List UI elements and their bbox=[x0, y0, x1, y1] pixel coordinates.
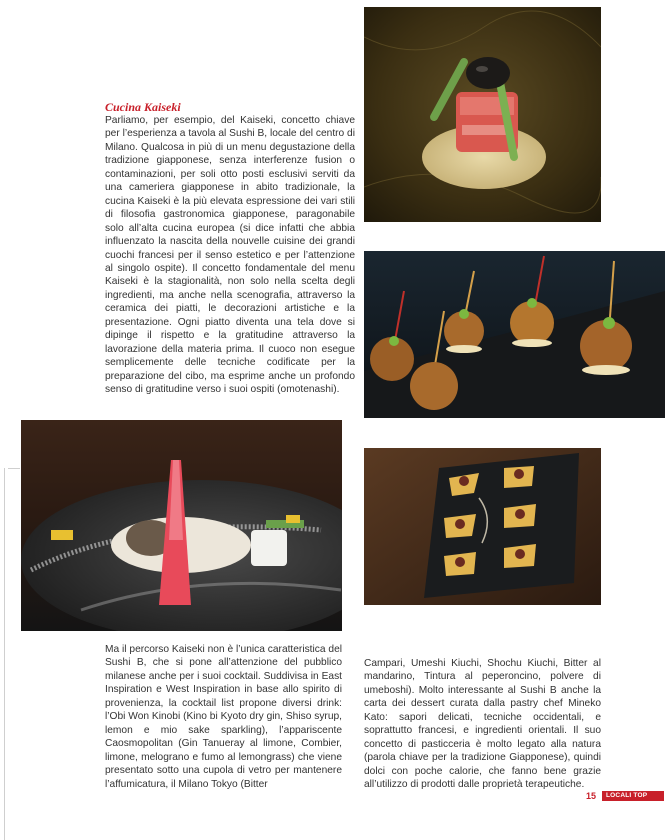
crop-mark bbox=[8, 468, 20, 469]
intro-paragraph: Parliamo, per esempio, del Kaiseki, concetto chiave per l’esperienza a tavola al Sushi B, locale del centro di Milano. Qualcosa in più di un menu degustazione della tradizione giapponese, senza interferenze fusion o contaminazioni, per soli otto posti esclusivi serviti da una cameriera giapponese in abito tradizionale, la cucina Kaiseki è la più elevata espressione dei vari stili di filosofia gastronomica giapponese, paragonabile solo all’alta cucina europea (si dice infatti che abbia influenzato la nascita della nouvelle cuisine dei grandi cuochi francesi per il senso estetico e per l’attenzione al singolo ospite). Il concetto fondamentale del menu Kaiseki è la stagionalità, non solo nella scelta degli ingredienti, ma anche nella scenografia, attraverso la ceramica dei piatti, le decorazioni artistiche e la presentazione. Ogni piatto diventa una tela dove si dipinge il rispetto e la gratitudine attraverso la lavorazione della materia prima. Il cuoco non esegue semplicemente delle tecniche codificate per la preparazione del cibo, ma esprime anche un profondo senso di gratitudine verso i suoi ospiti (omotenashi). bbox=[105, 115, 355, 396]
photo-tuna-caviar-dish bbox=[364, 7, 601, 222]
page-number: 15 bbox=[586, 791, 597, 801]
text-column-left bbox=[105, 643, 342, 791]
section-title: Cucina Kaiseki bbox=[105, 100, 181, 114]
intro-text-block bbox=[105, 100, 355, 397]
crop-mark bbox=[4, 468, 5, 840]
photo-tartlets-slate bbox=[364, 448, 601, 605]
section-label: LOCALI TOP bbox=[602, 791, 664, 801]
photo-kaiseki-plate bbox=[21, 420, 342, 631]
column-right-paragraph: Campari, Umeshi Kiuchi, Shochu Kiuchi, Bitter al mandarino, Tintura al peperoncino, polvere di umeboshi). Molto interessante al Sushi B anche la carta dei dessert curata dalla pastry chef Mineko Kato: sapori delicati, tecniche occidentali, e soprattutto francesi, e ingredienti orientali. Il suo concetto di pasticceria è molto legato alla natura (parola chiave per la tradizione Giapponese), quindi dolci con poche calorie, che fanno bene grazie all’utilizzo di prodotti dalle proprietà terapeutiche. bbox=[364, 658, 601, 791]
photo-fried-skewers bbox=[364, 251, 665, 418]
text-column-right bbox=[364, 657, 601, 792]
column-left-paragraph: Ma il percorso Kaiseki non è l’unica caratteristica del Sushi B, che si pone all’attenzione del pubblico milanese anche per i suoi cocktail. Suddivisa in East Inspiration e West Inspiration in base allo spirito di provenienza, la cocktail list propone diversi drink: l’Obi Won Kinobi (Kino bi Kyoto dry gin, Shiso syrup, lemon e mio sake sparkling), l’appariscente Caosmopolitan (Gin Tanueray al limone, Combier, limone, melograno e fumo al lemongrass) che viene presentato sotto una cupola di vetro per mantenere l’affumicatura, il Milano Tokyo (Bitter bbox=[105, 644, 342, 790]
